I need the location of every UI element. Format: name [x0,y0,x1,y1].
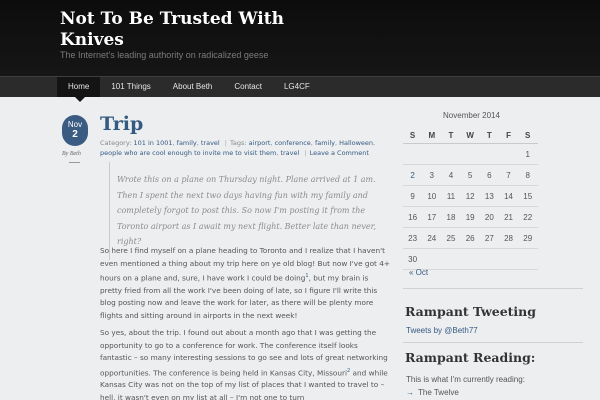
calendar-week-row [403,186,538,207]
weekday-label: F [506,130,511,140]
calendar-day: 22 [523,212,533,222]
arrow-icon: → [406,388,414,397]
calendar-grid [403,127,538,270]
footnote-link[interactable]: 2 [347,367,351,374]
calendar-day: 23 [408,233,418,243]
calendar-day: 13 [484,191,494,201]
site-title[interactable]: Not To Be Trusted With Knives [60,9,284,50]
calendar-day: 1 [525,149,530,159]
calendar-day: 10 [427,191,437,201]
calendar-weeks [403,144,538,270]
tag-link[interactable]: Halloween [339,139,374,147]
byline-divider [69,162,80,163]
site-tagline: The Internet's leading authority on radicalized geese [60,50,269,60]
category-link[interactable]: family [176,139,197,147]
post-date-day: 2 [72,129,78,140]
calendar-day: 5 [467,170,473,180]
paragraph-text: and while Kansas City was not on the top of my list of places that I wanted to travel to – hell, it wasn't even on my list at all – I'm not one to turn [100,367,388,400]
calendar-week-row [403,249,538,270]
weekday-label: T [486,130,492,140]
calendar-day: 6 [487,170,492,180]
widget-title-tweeting: Rampant Tweeting [405,304,536,319]
post-byline[interactable]: By Beth [62,151,81,157]
tag-link[interactable]: family [314,139,335,147]
post-date-badge [62,115,88,146]
calendar-week-row [403,228,538,249]
calendar-day: 4 [448,170,454,180]
post-blockquote: Wrote this on a plane on Thursday night. Plane arrived at 1 am. Then I spent the next two days having fun with my family and completely forgot to post this. So now I'm posting it from the Toronto airport as I await my next flight. Better late than never, right? [109,162,385,260]
nav-item-lg4cf[interactable]: LG4CF [283,82,310,91]
nav-item-contact[interactable]: Contact [234,82,262,91]
tag-link[interactable]: airport [248,139,271,147]
calendar-day: 30 [408,254,418,264]
calendar-day: 21 [504,212,513,222]
reading-list-item[interactable] [406,388,459,397]
calendar-day: 20 [484,212,494,222]
calendar-day[interactable]: 2 [410,170,415,180]
calendar-day: 11 [446,191,456,201]
calendar-day: 16 [408,212,418,222]
nav-item-about-beth[interactable]: About Beth [172,82,213,91]
calendar-day: 9 [410,191,415,201]
calendar-caption: November 2014 [443,111,500,120]
calendar-day: 25 [446,233,456,243]
calendar-weekday-row [403,127,538,144]
weekday-label: W [466,130,474,140]
weekday-label: M [428,130,436,140]
calendar-day: 19 [465,212,475,222]
tag-link[interactable]: travel [280,149,300,157]
paragraph-text: So yes, about the trip. I found out about a month ago that I was getting the opportunity to go to a conference for work. The conference itself looks fantastic – so many interesting sessions to go see and lots of great networking opportunities. The conference is being held in Kansas City, Missouri [100,328,388,377]
post-date-month: Nov [67,120,83,129]
calendar-day: 12 [465,191,475,201]
nav-item-home[interactable]: Home [57,77,100,97]
sidebar-divider [403,288,583,289]
calendar-prev-month-link[interactable]: « Oct [409,268,429,277]
post-meta: Category: 101 in 1001, family, travel | Tags: airport, conference, family, Halloween, people who are cool enough to invite me to visit them, travel | Leave a Comment [100,139,376,157]
calendar-day: 29 [523,233,533,243]
calendar-day: 26 [465,233,475,243]
nav-item-101-things[interactable]: 101 Things [111,82,151,91]
leave-comment-link[interactable]: Leave a Comment [309,149,369,157]
calendar-day: 24 [427,233,437,243]
widget-title-reading: Rampant Reading: [405,350,536,365]
sidebar-divider [403,342,583,343]
category-link[interactable]: travel [200,139,220,147]
category-prefix: Category: [100,139,132,147]
main-navigation [0,76,600,97]
calendar-day: 27 [484,233,494,243]
weekday-label: S [525,130,531,140]
paragraph-text: , but my brain is pretty fried from all the work I've been doing of late, so I figure I'll write this blog posting now and leave the work for later, as there will be plenty more flights and sitting around in airports in the next week! [100,273,378,320]
calendar-day: 14 [504,191,513,201]
post-title[interactable]: Trip [100,113,144,135]
calendar-day: 28 [504,233,513,243]
calendar-week-row [403,207,538,228]
tweets-link[interactable]: Tweets by @Beth77 [406,326,478,335]
tag-link[interactable]: people who are cool enough to invite me to visit them [100,149,277,157]
calendar-day: 18 [446,212,456,222]
site-header [0,0,600,76]
calendar-widget [403,111,538,264]
reading-intro-text: This is what I'm currently reading: [406,375,525,384]
weekday-label: S [409,130,416,140]
calendar-week-row [403,165,538,186]
calendar-day: 15 [523,191,533,201]
footnote-link[interactable]: 1 [305,273,309,279]
calendar-day: 8 [525,170,530,180]
calendar-day: 3 [429,170,434,180]
calendar-day: 7 [506,170,511,180]
paragraph-text: So here I find myself on a plane heading to Toronto and I realize that I haven't even mentioned a thing about my trip here on ye old blog! But now I've got 4+ hours on a plane and, sure, I have work I could be doing [100,246,390,283]
calendar-day: 17 [427,212,437,222]
tags-prefix: Tags: [230,139,247,147]
weekday-label: T [448,130,454,140]
reading-item-label[interactable]: The Twelve [418,388,459,397]
calendar-week-row [403,144,538,165]
tag-link[interactable]: conference [274,139,311,147]
post-paragraph [100,245,390,322]
category-link[interactable]: 101 in 1001 [133,139,173,147]
post-paragraph [100,327,390,400]
active-nav-pointer [74,96,86,102]
